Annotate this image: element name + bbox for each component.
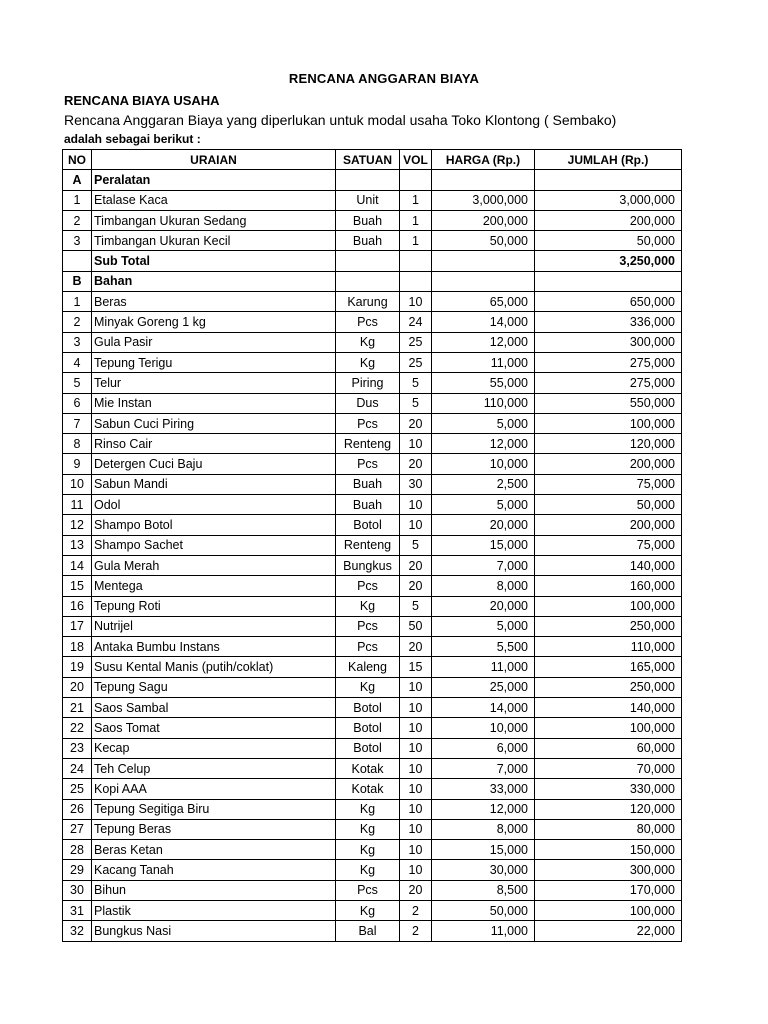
row-satuan: Kg bbox=[336, 677, 400, 697]
row-jumlah: 75,000 bbox=[535, 535, 682, 555]
row-harga: 5,000 bbox=[432, 495, 535, 515]
row-no: 6 bbox=[63, 393, 92, 413]
header-jumlah: JUMLAH (Rp.) bbox=[535, 150, 682, 170]
row-jumlah: 250,000 bbox=[535, 616, 682, 636]
row-uraian: Kacang Tanah bbox=[92, 860, 336, 880]
row-no: 17 bbox=[63, 616, 92, 636]
row-satuan: Kg bbox=[336, 596, 400, 616]
row-no: 28 bbox=[63, 840, 92, 860]
row-vol: 1 bbox=[400, 231, 432, 251]
table-row bbox=[63, 799, 682, 819]
row-vol: 10 bbox=[400, 738, 432, 758]
document-title: RENCANA ANGGARAN BIAYA bbox=[288, 71, 480, 86]
row-vol: 5 bbox=[400, 596, 432, 616]
row-no: 32 bbox=[63, 921, 92, 941]
row-harga: 11,000 bbox=[432, 921, 535, 941]
row-jumlah: 70,000 bbox=[535, 758, 682, 778]
budget-table-body bbox=[63, 150, 682, 942]
empty-cell bbox=[336, 251, 400, 271]
row-no: 1 bbox=[63, 190, 92, 210]
row-harga: 20,000 bbox=[432, 596, 535, 616]
table-header-row bbox=[63, 150, 682, 170]
row-no: 12 bbox=[63, 515, 92, 535]
row-satuan: Botol bbox=[336, 738, 400, 758]
empty-cell bbox=[535, 170, 682, 190]
row-uraian: Beras bbox=[92, 292, 336, 312]
row-uraian: Tepung Sagu bbox=[92, 677, 336, 697]
row-jumlah: 150,000 bbox=[535, 840, 682, 860]
row-jumlah: 140,000 bbox=[535, 555, 682, 575]
row-uraian: Mie Instan bbox=[92, 393, 336, 413]
row-uraian: Tepung Segitiga Biru bbox=[92, 799, 336, 819]
row-vol: 10 bbox=[400, 718, 432, 738]
table-row bbox=[63, 698, 682, 718]
row-vol: 10 bbox=[400, 779, 432, 799]
row-harga: 7,000 bbox=[432, 758, 535, 778]
row-harga: 2,500 bbox=[432, 474, 535, 494]
row-uraian: Rinso Cair bbox=[92, 434, 336, 454]
row-satuan: Pcs bbox=[336, 637, 400, 657]
row-jumlah: 50,000 bbox=[535, 495, 682, 515]
row-jumlah: 200,000 bbox=[535, 515, 682, 535]
row-satuan: Renteng bbox=[336, 535, 400, 555]
table-row bbox=[63, 637, 682, 657]
budget-table bbox=[62, 149, 682, 942]
empty-cell bbox=[432, 271, 535, 291]
row-vol: 2 bbox=[400, 900, 432, 920]
section-b-row bbox=[63, 271, 682, 291]
row-harga: 5,500 bbox=[432, 637, 535, 657]
row-vol: 5 bbox=[400, 393, 432, 413]
empty-cell bbox=[336, 170, 400, 190]
row-vol: 20 bbox=[400, 880, 432, 900]
table-row bbox=[63, 515, 682, 535]
row-no: 30 bbox=[63, 880, 92, 900]
row-no: 9 bbox=[63, 454, 92, 474]
row-uraian: Beras Ketan bbox=[92, 840, 336, 860]
row-no: 11 bbox=[63, 495, 92, 515]
row-harga: 30,000 bbox=[432, 860, 535, 880]
row-jumlah: 22,000 bbox=[535, 921, 682, 941]
row-no: 24 bbox=[63, 758, 92, 778]
row-no: 31 bbox=[63, 900, 92, 920]
row-harga: 14,000 bbox=[432, 698, 535, 718]
row-satuan: Renteng bbox=[336, 434, 400, 454]
row-satuan: Kg bbox=[336, 900, 400, 920]
row-uraian: Teh Celup bbox=[92, 758, 336, 778]
row-uraian: Plastik bbox=[92, 900, 336, 920]
row-no: 13 bbox=[63, 535, 92, 555]
row-jumlah: 75,000 bbox=[535, 474, 682, 494]
row-uraian: Nutrijel bbox=[92, 616, 336, 636]
table-row bbox=[63, 292, 682, 312]
row-no: 22 bbox=[63, 718, 92, 738]
row-vol: 2 bbox=[400, 921, 432, 941]
row-jumlah: 120,000 bbox=[535, 799, 682, 819]
row-vol: 10 bbox=[400, 758, 432, 778]
row-no: 3 bbox=[63, 231, 92, 251]
row-jumlah: 100,000 bbox=[535, 413, 682, 433]
row-no: 21 bbox=[63, 698, 92, 718]
row-vol: 25 bbox=[400, 332, 432, 352]
row-uraian: Tepung Beras bbox=[92, 819, 336, 839]
table-row bbox=[63, 312, 682, 332]
row-harga: 20,000 bbox=[432, 515, 535, 535]
row-uraian: Detergen Cuci Baju bbox=[92, 454, 336, 474]
table-row bbox=[63, 210, 682, 230]
empty-cell bbox=[400, 271, 432, 291]
row-vol: 50 bbox=[400, 616, 432, 636]
row-no: 10 bbox=[63, 474, 92, 494]
row-uraian: Minyak Goreng 1 kg bbox=[92, 312, 336, 332]
table-row bbox=[63, 860, 682, 880]
table-row bbox=[63, 332, 682, 352]
row-satuan: Kg bbox=[336, 840, 400, 860]
row-satuan: Kotak bbox=[336, 779, 400, 799]
row-jumlah: 275,000 bbox=[535, 373, 682, 393]
row-uraian: Kecap bbox=[92, 738, 336, 758]
row-uraian: Gula Pasir bbox=[92, 332, 336, 352]
row-uraian: Tepung Roti bbox=[92, 596, 336, 616]
empty-cell bbox=[400, 170, 432, 190]
row-jumlah: 50,000 bbox=[535, 231, 682, 251]
row-satuan: Karung bbox=[336, 292, 400, 312]
row-jumlah: 200,000 bbox=[535, 210, 682, 230]
row-satuan: Botol bbox=[336, 718, 400, 738]
row-harga: 12,000 bbox=[432, 799, 535, 819]
row-no: 16 bbox=[63, 596, 92, 616]
document-subtitle: RENCANA BIAYA USAHA bbox=[64, 93, 220, 108]
row-no: 18 bbox=[63, 637, 92, 657]
row-harga: 8,500 bbox=[432, 880, 535, 900]
row-jumlah: 140,000 bbox=[535, 698, 682, 718]
row-vol: 10 bbox=[400, 860, 432, 880]
row-uraian: Shampo Sachet bbox=[92, 535, 336, 555]
section-name: Bahan bbox=[92, 271, 336, 291]
row-uraian: Gula Merah bbox=[92, 555, 336, 575]
table-row bbox=[63, 819, 682, 839]
row-harga: 10,000 bbox=[432, 718, 535, 738]
row-uraian: Timbangan Ukuran Kecil bbox=[92, 231, 336, 251]
row-no: 25 bbox=[63, 779, 92, 799]
row-harga: 12,000 bbox=[432, 332, 535, 352]
table-row bbox=[63, 921, 682, 941]
row-vol: 10 bbox=[400, 515, 432, 535]
row-vol: 10 bbox=[400, 799, 432, 819]
row-no: 27 bbox=[63, 819, 92, 839]
subtotal-label: Sub Total bbox=[92, 251, 336, 271]
empty-cell bbox=[63, 251, 92, 271]
row-no: 20 bbox=[63, 677, 92, 697]
header-satuan: SATUAN bbox=[336, 150, 400, 170]
empty-cell bbox=[336, 271, 400, 291]
table-row bbox=[63, 454, 682, 474]
row-satuan: Kg bbox=[336, 799, 400, 819]
row-harga: 11,000 bbox=[432, 657, 535, 677]
header-no: NO bbox=[63, 150, 92, 170]
row-jumlah: 336,000 bbox=[535, 312, 682, 332]
row-satuan: Botol bbox=[336, 698, 400, 718]
row-satuan: Kaleng bbox=[336, 657, 400, 677]
row-satuan: Dus bbox=[336, 393, 400, 413]
table-row bbox=[63, 352, 682, 372]
table-row bbox=[63, 657, 682, 677]
table-row bbox=[63, 434, 682, 454]
row-satuan: Piring bbox=[336, 373, 400, 393]
row-jumlah: 650,000 bbox=[535, 292, 682, 312]
row-jumlah: 300,000 bbox=[535, 860, 682, 880]
row-vol: 10 bbox=[400, 698, 432, 718]
row-satuan: Kg bbox=[336, 860, 400, 880]
table-row bbox=[63, 495, 682, 515]
row-no: 2 bbox=[63, 210, 92, 230]
row-harga: 14,000 bbox=[432, 312, 535, 332]
row-satuan: Pcs bbox=[336, 312, 400, 332]
row-satuan: Unit bbox=[336, 190, 400, 210]
row-vol: 25 bbox=[400, 352, 432, 372]
header-harga: HARGA (Rp.) bbox=[432, 150, 535, 170]
row-jumlah: 100,000 bbox=[535, 718, 682, 738]
row-no: 26 bbox=[63, 799, 92, 819]
row-no: 2 bbox=[63, 312, 92, 332]
row-harga: 25,000 bbox=[432, 677, 535, 697]
empty-cell bbox=[535, 271, 682, 291]
row-uraian: Saos Sambal bbox=[92, 698, 336, 718]
row-jumlah: 80,000 bbox=[535, 819, 682, 839]
row-vol: 10 bbox=[400, 819, 432, 839]
row-satuan: Pcs bbox=[336, 576, 400, 596]
row-jumlah: 330,000 bbox=[535, 779, 682, 799]
row-uraian: Etalase Kaca bbox=[92, 190, 336, 210]
row-vol: 30 bbox=[400, 474, 432, 494]
table-row bbox=[63, 555, 682, 575]
row-satuan: Buah bbox=[336, 495, 400, 515]
table-row bbox=[63, 677, 682, 697]
row-jumlah: 110,000 bbox=[535, 637, 682, 657]
table-row bbox=[63, 738, 682, 758]
row-no: 14 bbox=[63, 555, 92, 575]
row-satuan: Kg bbox=[336, 819, 400, 839]
subtotal-value: 3,250,000 bbox=[535, 251, 682, 271]
row-satuan: Kotak bbox=[336, 758, 400, 778]
row-harga: 200,000 bbox=[432, 210, 535, 230]
row-jumlah: 300,000 bbox=[535, 332, 682, 352]
row-no: 8 bbox=[63, 434, 92, 454]
row-satuan: Buah bbox=[336, 474, 400, 494]
row-uraian: Sabun Cuci Piring bbox=[92, 413, 336, 433]
row-vol: 5 bbox=[400, 535, 432, 555]
table-row bbox=[63, 393, 682, 413]
table-row bbox=[63, 616, 682, 636]
row-harga: 65,000 bbox=[432, 292, 535, 312]
row-vol: 10 bbox=[400, 495, 432, 515]
row-vol: 1 bbox=[400, 190, 432, 210]
row-jumlah: 550,000 bbox=[535, 393, 682, 413]
table-row bbox=[63, 596, 682, 616]
table-row bbox=[63, 535, 682, 555]
row-jumlah: 275,000 bbox=[535, 352, 682, 372]
row-satuan: Pcs bbox=[336, 454, 400, 474]
row-uraian: Shampo Botol bbox=[92, 515, 336, 535]
row-uraian: Sabun Mandi bbox=[92, 474, 336, 494]
row-uraian: Telur bbox=[92, 373, 336, 393]
row-vol: 5 bbox=[400, 373, 432, 393]
row-harga: 11,000 bbox=[432, 352, 535, 372]
row-satuan: Pcs bbox=[336, 413, 400, 433]
row-vol: 20 bbox=[400, 576, 432, 596]
row-jumlah: 100,000 bbox=[535, 596, 682, 616]
row-satuan: Kg bbox=[336, 332, 400, 352]
row-no: 19 bbox=[63, 657, 92, 677]
row-no: 5 bbox=[63, 373, 92, 393]
row-satuan: Kg bbox=[336, 352, 400, 372]
row-satuan: Buah bbox=[336, 210, 400, 230]
row-jumlah: 160,000 bbox=[535, 576, 682, 596]
table-row bbox=[63, 840, 682, 860]
table-row bbox=[63, 413, 682, 433]
row-no: 23 bbox=[63, 738, 92, 758]
document-description: Rencana Anggaran Biaya yang diperlukan untuk modal usaha Toko Klontong ( Sembako) bbox=[64, 112, 617, 128]
document-description-continued: adalah sebagai berikut : bbox=[64, 132, 201, 146]
row-uraian: Mentega bbox=[92, 576, 336, 596]
row-harga: 5,000 bbox=[432, 413, 535, 433]
row-no: 1 bbox=[63, 292, 92, 312]
table-row bbox=[63, 474, 682, 494]
row-harga: 110,000 bbox=[432, 393, 535, 413]
section-code: B bbox=[63, 271, 92, 291]
row-satuan: Botol bbox=[336, 515, 400, 535]
row-jumlah: 250,000 bbox=[535, 677, 682, 697]
row-harga: 5,000 bbox=[432, 616, 535, 636]
row-uraian: Odol bbox=[92, 495, 336, 515]
empty-cell bbox=[432, 251, 535, 271]
row-vol: 20 bbox=[400, 637, 432, 657]
row-jumlah: 100,000 bbox=[535, 900, 682, 920]
row-uraian: Bungkus Nasi bbox=[92, 921, 336, 941]
section-name: Peralatan bbox=[92, 170, 336, 190]
row-vol: 1 bbox=[400, 210, 432, 230]
table-row bbox=[63, 190, 682, 210]
row-vol: 10 bbox=[400, 434, 432, 454]
row-harga: 50,000 bbox=[432, 231, 535, 251]
empty-cell bbox=[432, 170, 535, 190]
row-harga: 12,000 bbox=[432, 434, 535, 454]
row-satuan: Buah bbox=[336, 231, 400, 251]
row-satuan: Bungkus bbox=[336, 555, 400, 575]
row-vol: 10 bbox=[400, 840, 432, 860]
row-uraian: Bihun bbox=[92, 880, 336, 900]
row-uraian: Antaka Bumbu Instans bbox=[92, 637, 336, 657]
table-row bbox=[63, 880, 682, 900]
row-satuan: Pcs bbox=[336, 880, 400, 900]
row-harga: 8,000 bbox=[432, 819, 535, 839]
row-jumlah: 60,000 bbox=[535, 738, 682, 758]
row-vol: 10 bbox=[400, 292, 432, 312]
row-no: 15 bbox=[63, 576, 92, 596]
row-harga: 15,000 bbox=[432, 840, 535, 860]
header-uraian: URAIAN bbox=[92, 150, 336, 170]
row-uraian: Saos Tomat bbox=[92, 718, 336, 738]
table-row bbox=[63, 718, 682, 738]
row-harga: 6,000 bbox=[432, 738, 535, 758]
row-harga: 3,000,000 bbox=[432, 190, 535, 210]
section-a-row bbox=[63, 170, 682, 190]
table-row bbox=[63, 576, 682, 596]
row-jumlah: 3,000,000 bbox=[535, 190, 682, 210]
row-uraian: Susu Kental Manis (putih/coklat) bbox=[92, 657, 336, 677]
section-code: A bbox=[63, 170, 92, 190]
row-uraian: Tepung Terigu bbox=[92, 352, 336, 372]
row-no: 3 bbox=[63, 332, 92, 352]
header-vol: VOL bbox=[400, 150, 432, 170]
row-uraian: Timbangan Ukuran Sedang bbox=[92, 210, 336, 230]
row-no: 29 bbox=[63, 860, 92, 880]
row-vol: 15 bbox=[400, 657, 432, 677]
table-row bbox=[63, 373, 682, 393]
row-vol: 20 bbox=[400, 454, 432, 474]
row-harga: 7,000 bbox=[432, 555, 535, 575]
row-harga: 10,000 bbox=[432, 454, 535, 474]
empty-cell bbox=[400, 251, 432, 271]
row-vol: 20 bbox=[400, 413, 432, 433]
row-harga: 15,000 bbox=[432, 535, 535, 555]
row-jumlah: 165,000 bbox=[535, 657, 682, 677]
row-jumlah: 200,000 bbox=[535, 454, 682, 474]
row-jumlah: 170,000 bbox=[535, 880, 682, 900]
row-no: 4 bbox=[63, 352, 92, 372]
table-row bbox=[63, 758, 682, 778]
row-harga: 33,000 bbox=[432, 779, 535, 799]
row-harga: 50,000 bbox=[432, 900, 535, 920]
table-row bbox=[63, 900, 682, 920]
subtotal-row bbox=[63, 251, 682, 271]
row-satuan: Pcs bbox=[336, 616, 400, 636]
row-no: 7 bbox=[63, 413, 92, 433]
row-vol: 24 bbox=[400, 312, 432, 332]
row-jumlah: 120,000 bbox=[535, 434, 682, 454]
row-uraian: Kopi AAA bbox=[92, 779, 336, 799]
row-vol: 20 bbox=[400, 555, 432, 575]
row-vol: 10 bbox=[400, 677, 432, 697]
row-satuan: Bal bbox=[336, 921, 400, 941]
table-row bbox=[63, 231, 682, 251]
table-row bbox=[63, 779, 682, 799]
row-harga: 8,000 bbox=[432, 576, 535, 596]
row-harga: 55,000 bbox=[432, 373, 535, 393]
